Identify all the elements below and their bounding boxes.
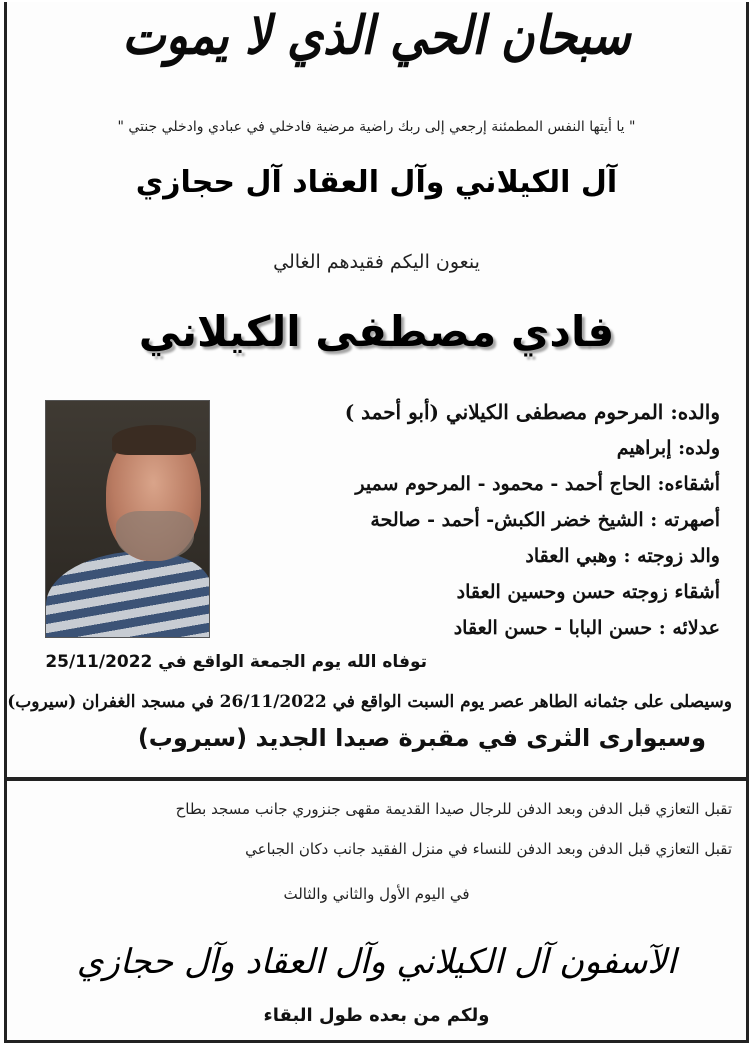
relatives-line: عدلائه : حسن البابا - حسن العقاد bbox=[453, 617, 720, 639]
in-laws-line: أصهرته : الشيخ خضر الكبش- أحمد - صالحة bbox=[370, 509, 720, 531]
quran-verse: " يا أيتها النفس المطمئنة إرجعي إلى ربك راضية مرضية فادخلي في عبادي وادخلي جنتي " bbox=[117, 119, 636, 135]
obituary-sheet bbox=[4, 2, 749, 1043]
condolences-section bbox=[7, 782, 746, 1040]
men-condolences: تقبل التعازي قبل الدفن وبعد الدفن للرجال صيدا القديمة مقهى جنزوري جانب مسجد بطاح bbox=[175, 800, 732, 818]
burial-line: وسيوارى الثرى في مقبرة صيدا الجديد (سيروب) bbox=[137, 724, 706, 752]
wife-father-line: والد زوجته : وهبي العقاد bbox=[525, 545, 720, 567]
brothers-line: أشقاءه: الحاج أحمد - محمود - المرحوم سمير bbox=[355, 473, 720, 495]
women-condolences: تقبل التعازي قبل الدفن وبعد الدفن للنساء في منزل الفقيد جانب دكان الجباعي bbox=[245, 840, 732, 858]
son-line: ولده: إبراهيم bbox=[616, 437, 720, 459]
father-line: والده: المرحوم مصطفى الكيلاني (أبو أحمد ) bbox=[344, 400, 720, 424]
photo-shirt bbox=[46, 551, 210, 638]
closing-phrase: ولكم من بعده طول البقاء bbox=[263, 1005, 490, 1026]
condolence-days: في اليوم الأول والثاني والثالث bbox=[283, 885, 470, 903]
families-title: آل الكيلاني وآل العقاد آل حجازي bbox=[135, 165, 618, 200]
calligraphy-header: سبحان الحي الذي لا يموت bbox=[122, 3, 631, 67]
family-info bbox=[210, 394, 720, 646]
announcement-section bbox=[7, 2, 746, 774]
wife-brothers-line: أشقاء زوجته حسن وحسين العقاد bbox=[456, 581, 720, 603]
photo-hair bbox=[112, 425, 196, 455]
grieving-families: الآسفون آل الكيلاني وآل العقاد وآل حجازي bbox=[76, 942, 677, 982]
photo-beard bbox=[116, 511, 194, 561]
mourning-announcement: ينعون اليكم فقيدهم الغالي bbox=[273, 251, 480, 273]
deceased-name: فادي مصطفى الكيلاني bbox=[138, 307, 615, 356]
death-date-line: توفاه الله يوم الجمعة الواقع في 25/11/2022 bbox=[45, 652, 427, 672]
funeral-prayer-line: وسيصلى على جثمانه الطاهر عصر يوم السبت الواقع في 26/11/2022 في مسجد الغفران (سيروب) bbox=[7, 692, 732, 712]
section-divider bbox=[7, 777, 746, 781]
deceased-photo bbox=[45, 400, 210, 638]
